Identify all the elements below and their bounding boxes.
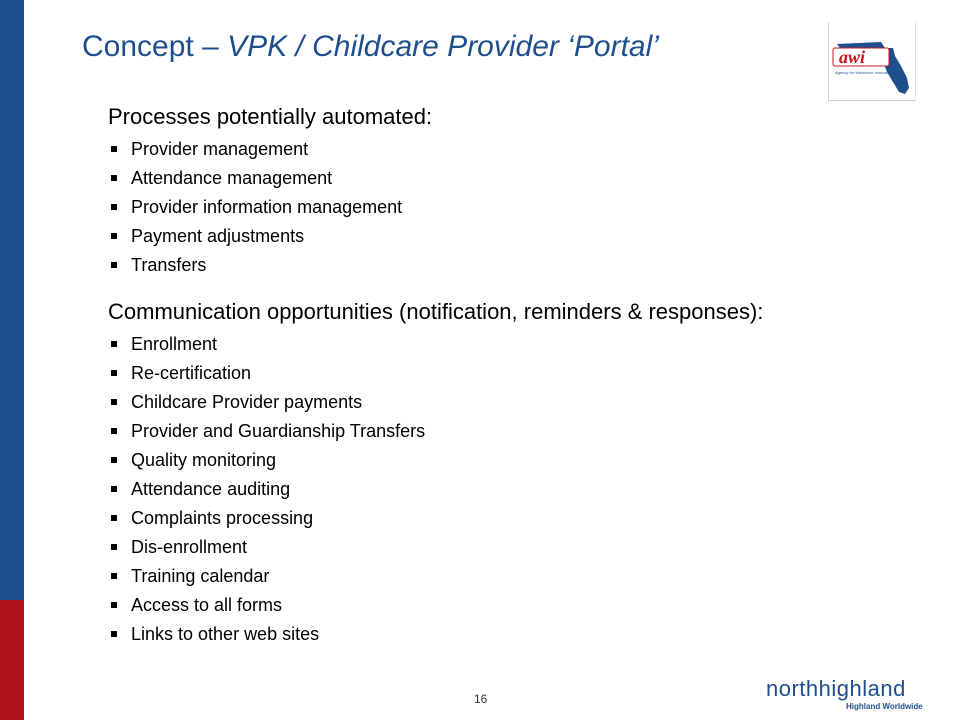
- bullet-icon: [111, 370, 117, 376]
- list-item-label: Provider information management: [131, 197, 403, 217]
- list-item-label: Access to all forms: [131, 595, 283, 615]
- list-item-label: Training calendar: [131, 566, 270, 586]
- page-number: 16: [474, 692, 488, 706]
- bullet-icon: [111, 515, 117, 521]
- bullet-icon: [111, 175, 117, 181]
- list-item-label: Attendance auditing: [131, 479, 291, 499]
- bullet-icon: [111, 573, 117, 579]
- list-item-label: Provider management: [131, 139, 309, 159]
- title-subtitle: VPK / Childcare Provider ‘Portal’: [227, 30, 659, 63]
- list-item-label: Transfers: [131, 255, 207, 275]
- section-heading-processes: Processes potentially automated:: [108, 104, 433, 129]
- bullet-icon: [111, 544, 117, 550]
- list-item-label: Re-certification: [131, 363, 252, 383]
- title-main: Concept –: [82, 30, 228, 63]
- list-item-label: Attendance management: [131, 168, 333, 188]
- bullet-icon: [111, 233, 117, 239]
- bullet-icon: [111, 486, 117, 492]
- list-item-label: Enrollment: [131, 334, 218, 354]
- list-item-label: Provider and Guardianship Transfers: [131, 421, 426, 441]
- list-item-label: Childcare Provider payments: [131, 392, 363, 412]
- awi-logo: [828, 22, 916, 101]
- processes-list: [108, 139, 402, 284]
- list-item: [108, 566, 425, 595]
- list-item: [108, 139, 402, 168]
- logo-subtext: Agency for Workforce Innovation: [835, 70, 893, 75]
- bullet-icon: [111, 341, 117, 347]
- bullet-icon: [111, 631, 117, 637]
- bullet-icon: [111, 262, 117, 268]
- side-bar-blue: [0, 0, 24, 600]
- list-item: [108, 168, 402, 197]
- bullet-icon: [111, 457, 117, 463]
- list-item-label: Quality monitoring: [131, 450, 277, 470]
- list-item: [108, 595, 425, 624]
- list-item: [108, 508, 425, 537]
- list-item: [108, 255, 402, 284]
- bullet-icon: [111, 204, 117, 210]
- northhighland-logo: northhighland: [766, 676, 906, 701]
- list-item-label: Dis-enrollment: [131, 537, 248, 557]
- communication-list: [108, 334, 425, 653]
- list-item: [108, 450, 425, 479]
- list-item: [108, 537, 425, 566]
- bullet-icon: [111, 428, 117, 434]
- list-item: [108, 392, 425, 421]
- list-item: [108, 197, 402, 226]
- list-item: [108, 363, 425, 392]
- bullet-icon: [111, 602, 117, 608]
- list-item: [108, 334, 425, 363]
- bullet-icon: [111, 146, 117, 152]
- list-item-label: Payment adjustments: [131, 226, 305, 246]
- list-item-label: Links to other web sites: [131, 624, 320, 644]
- section-heading-communication: Communication opportunities (notification, reminders & responses):: [108, 299, 764, 324]
- list-item-label: Complaints processing: [131, 508, 314, 528]
- list-item: [108, 479, 425, 508]
- side-bar-red: [0, 600, 24, 720]
- logo-text: awi: [839, 47, 866, 67]
- slide-title: [82, 30, 659, 64]
- florida-map-icon: [829, 22, 915, 100]
- brand-tagline: Highland Worldwide: [846, 702, 923, 711]
- bullet-icon: [111, 399, 117, 405]
- list-item: [108, 421, 425, 450]
- list-item: [108, 226, 402, 255]
- list-item: [108, 624, 425, 653]
